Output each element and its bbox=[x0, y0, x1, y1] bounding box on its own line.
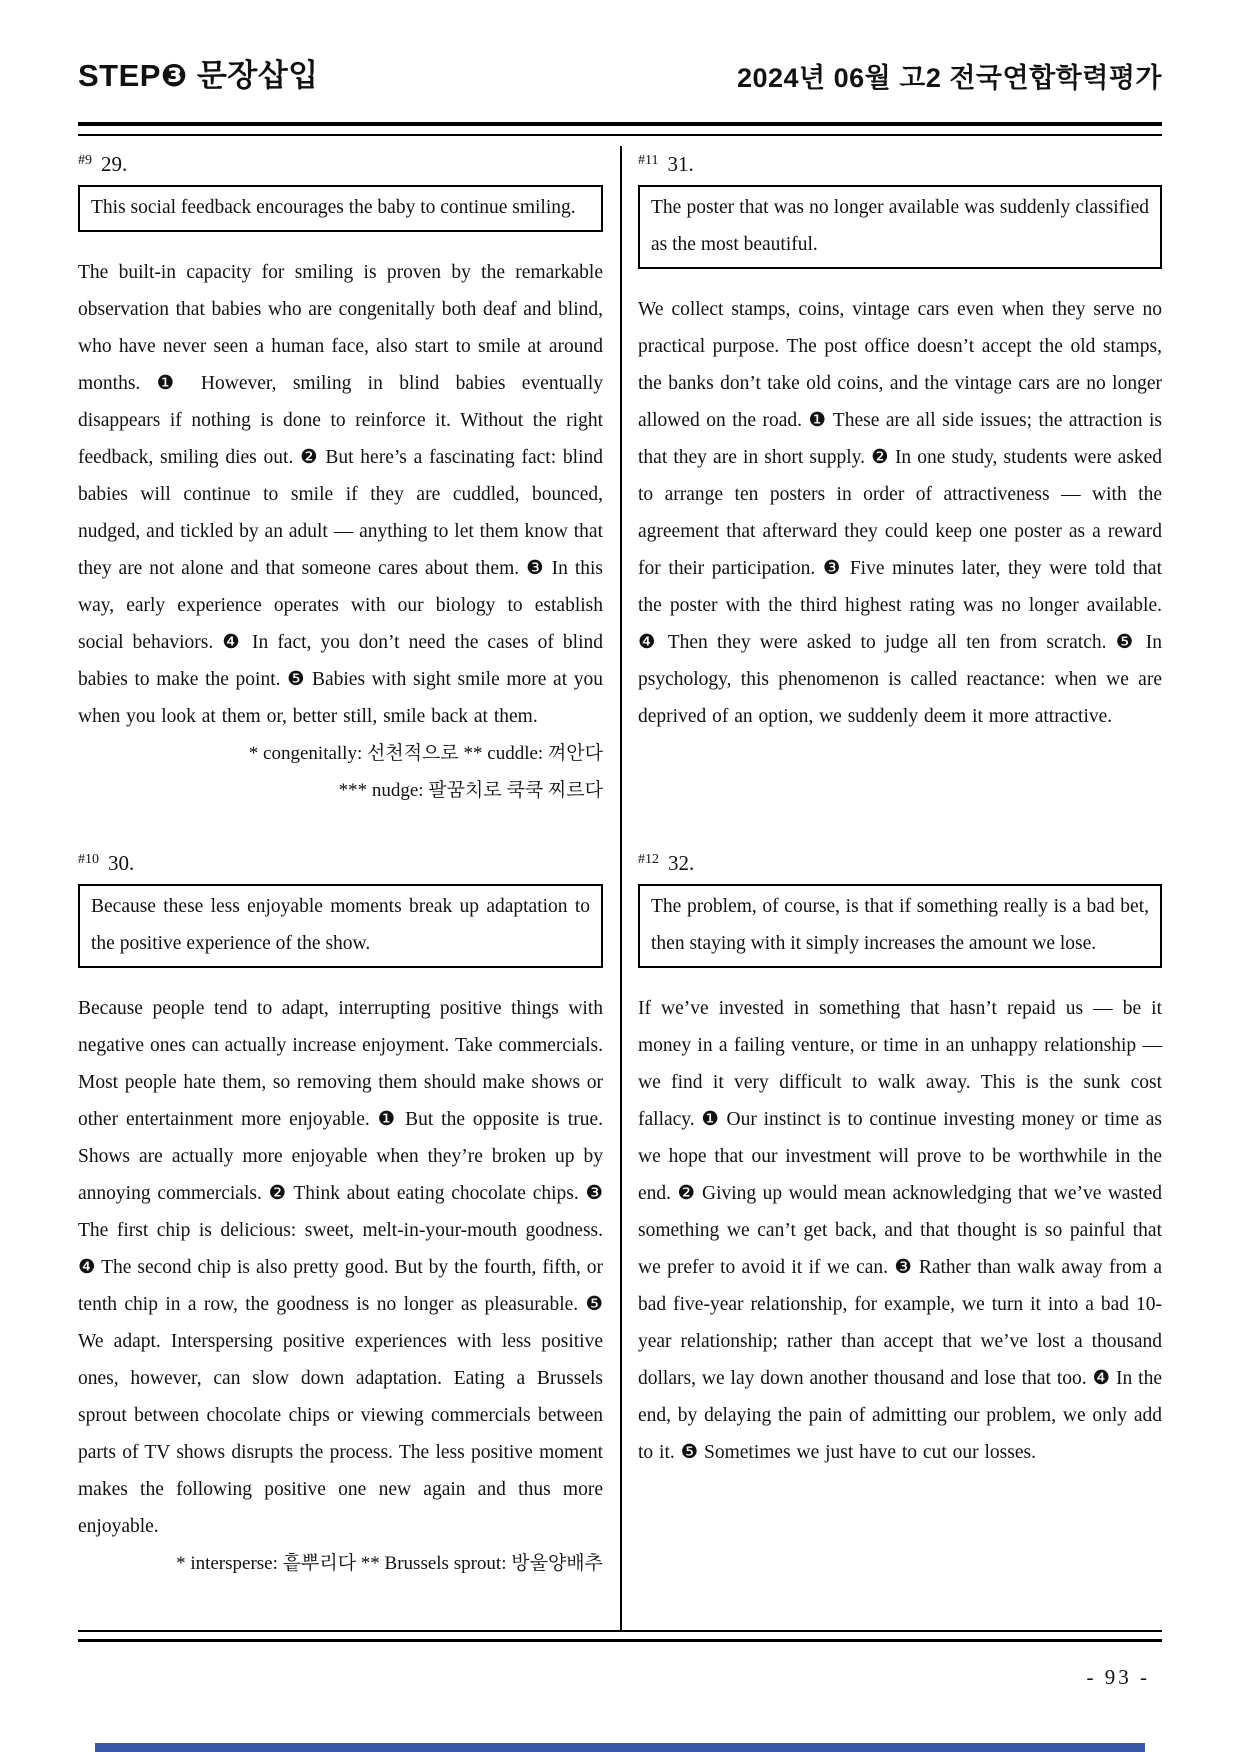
question-32 bbox=[638, 847, 1162, 1471]
question-29 bbox=[78, 148, 603, 845]
question-29-footnotes bbox=[78, 735, 603, 809]
question-31-number: 31. bbox=[667, 152, 694, 176]
question-31-insert-sentence-box: The poster that was no longer available was suddenly classified as the most beautiful. bbox=[638, 185, 1162, 269]
question-29-number: 29. bbox=[101, 152, 128, 176]
left-column bbox=[78, 146, 603, 1632]
exam-title: 2024년 06월 고2 전국연합학력평가 bbox=[736, 63, 1162, 93]
question-32-insert-sentence-box: The problem, of course, is that if something really is a bad bet, then staying with it simply increases the amount we lose. bbox=[638, 884, 1162, 968]
page-header bbox=[78, 50, 1162, 95]
footnote-line: * intersperse: 흩뿌리다 ** Brussels sprout: 방울양배추 bbox=[176, 1553, 603, 1574]
column-divider bbox=[620, 146, 622, 1632]
bottom-accent-bar bbox=[95, 1743, 1145, 1752]
question-29-passage: The built-in capacity for smiling is proven by the remarkable observation that babies who are congenitally both deaf and blind, who have never seen a human face, also start to smile at around months. ❶ However, smiling in blind babies eventually disappears if nothing is done to reinforce it. Without the right feedback, smiling dies out. ❷ But here’s a fascinating fact: blind babies will continue to smile if they are cuddled, bounced, nudged, and tickled by an adult — anything to let them know that they are not alone and that someone cares about them. ❸ In this way, early experience operates with our biology to establish social behaviors. ❹ In fact, you don’t need the cases of blind babies to make the point. ❺ Babies with sight smile more at you when you look at them or, better still, smile back at them. bbox=[78, 262, 603, 727]
page-number: - 93 - bbox=[1086, 1665, 1150, 1689]
question-30-insert-sentence-box: Because these less enjoyable moments break up adaptation to the positive experience of the show. bbox=[78, 884, 603, 968]
question-29-tag: #9 bbox=[78, 153, 92, 168]
step-label: STEP❸ 문장삽입 bbox=[78, 58, 319, 93]
question-30-footnotes bbox=[78, 1545, 603, 1582]
question-29-insert-sentence-box: This social feedback encourages the baby to continue smiling. bbox=[78, 185, 603, 232]
footnote-line: * congenitally: 선천적으로 ** cuddle: 껴안다 bbox=[248, 743, 603, 764]
question-31 bbox=[638, 148, 1162, 845]
right-column bbox=[638, 146, 1162, 1632]
question-31-tag: #11 bbox=[638, 153, 659, 168]
question-31-passage: We collect stamps, coins, vintage cars even when they serve no practical purpose. The post office doesn’t accept the old stamps, the banks don’t take old coins, and the vintage cars are no longer allowed on the road. ❶ These are all side issues; the attraction is that they are in short supply. ❷ In one study, students were asked to arrange ten posters in order of attractiveness — with the agreement that afterward they could keep one poster as a reward for their participation. ❸ Five minutes later, they were told that the poster with the third highest rating was no longer available. ❹ Then they were asked to judge all ten from scratch. ❺ In psychology, this phenomenon is called reactance: when we are deprived of an option, we suddenly deem it more attractive. bbox=[638, 299, 1162, 727]
question-30-tag: #10 bbox=[78, 852, 99, 867]
question-29-label bbox=[78, 148, 603, 177]
header-rule bbox=[78, 122, 1162, 136]
question-32-number: 32. bbox=[668, 851, 695, 875]
question-32-passage: If we’ve invested in something that hasn’t repaid us — be it money in a failing venture, or time in an unhappy relationship — we find it very difficult to walk away. This is the sunk cost fallacy. ❶ Our instinct is to continue investing money or time as we hope that our investment will prove to be worthwhile in the end. ❷ Giving up would mean acknowledging that we’ve wasted something we can’t get back, and that thought is so painful that we prefer to avoid it if we can. ❸ Rather than walk away from a bad five-year relationship, for example, we turn it into a bad 10-year relationship; rather than accept that we’ve lost a thousand dollars, we lay down another thousand and lose that too. ❹ In the end, by delaying the pain of admitting our problem, we only add to it. ❺ Sometimes we just have to cut our losses. bbox=[638, 998, 1162, 1463]
footer-rule bbox=[78, 1630, 1162, 1642]
question-31-label bbox=[638, 148, 1162, 177]
question-32-tag: #12 bbox=[638, 852, 659, 867]
question-32-label bbox=[638, 847, 1162, 876]
question-30 bbox=[78, 847, 603, 1582]
question-30-number: 30. bbox=[108, 851, 135, 875]
two-column-body bbox=[78, 146, 1162, 1632]
footnote-line: *** nudge: 팔꿈치로 쿡쿡 찌르다 bbox=[338, 780, 603, 801]
question-30-passage: Because people tend to adapt, interrupting positive things with negative ones can actually increase enjoyment. Take commercials. Most people hate them, so removing them should make shows or other entertainment more enjoyable. ❶ But the opposite is true. Shows are actually more enjoyable when they’re broken up by annoying commercials. ❷ Think about eating chocolate chips. ❸ The first chip is delicious: sweet, melt-in-your-mouth goodness. ❹ The second chip is also pretty good. But by the fourth, fifth, or tenth chip in a row, the goodness is no longer as pleasurable. ❺ We adapt. Interspersing positive experiences with less positive ones, however, can slow down adaptation. Eating a Brussels sprout between chocolate chips or viewing commercials between parts of TV shows disrupts the process. The less positive moment makes the following positive one new again and thus more enjoyable. bbox=[78, 998, 603, 1537]
question-30-label bbox=[78, 847, 603, 876]
